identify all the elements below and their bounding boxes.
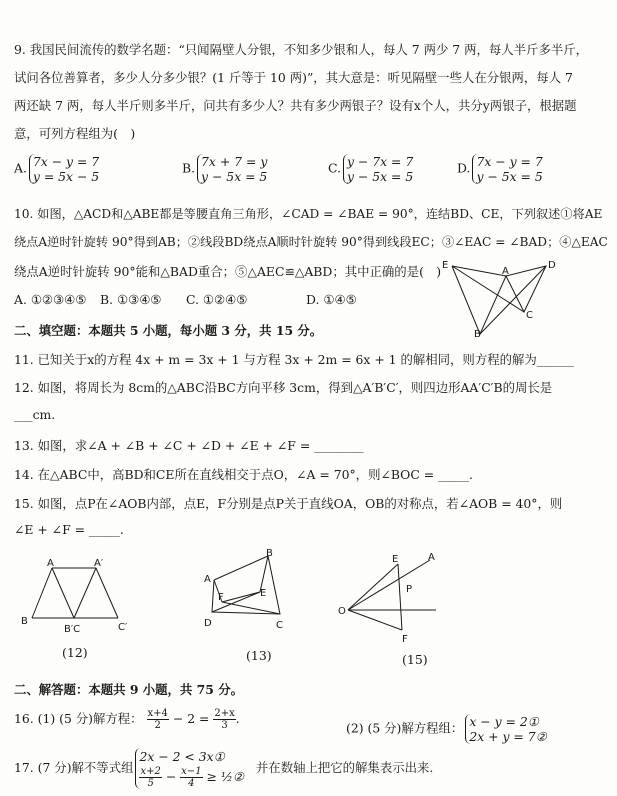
q10-label-e: E <box>442 260 449 271</box>
fig13-label-f: F <box>218 592 224 603</box>
q9-line3: 两还缺 7 两，每人半斤则多半斤，问共有多少人？共有多少两银子？设有x个人，共分y两银子，根据题 <box>14 98 577 113</box>
fig15-label-f: F <box>402 634 408 645</box>
q10-line3: 绕点A逆时针旋转 90°能和△BAD重合；⑤△AEC≌△ABD；其中正确的是( ) <box>14 264 442 279</box>
q10-option-a: A. ①②③④⑤ <box>14 292 87 307</box>
q9-line2: 试问各位善算者，多少人分多少银？(1 斤等于 10 两)”，其大意是：听见隔壁一些人在分银两，每人 7 <box>14 70 573 85</box>
q9-option-d: D. 7x − y = 7 y − 5x = 5 <box>457 154 543 184</box>
q9-option-b: B. 7x + 7 = y y − 5x = 5 <box>182 154 268 184</box>
q16-part2: (2) (5 分)解方程组： x − y = 2① 2x + y = 7② <box>346 714 547 744</box>
q15-line1: 15. 如图，点P在∠AOB内部，点E，F分别是点P关于直线OA，OB的对称点，若∠AOB = 40°，则 <box>14 496 563 511</box>
q10-line2: 绕点A逆时针旋转 90°得到AB；②线段BD绕点A顺时针旋转 90°得到线段EC；③∠EAC = ∠BAD；④△EAC <box>14 235 608 249</box>
fig13-label-e: E <box>260 588 267 599</box>
fig15-diagram <box>334 546 444 646</box>
q9-option-a: A. 7x − y = 7 y = 5x − 5 <box>14 154 100 184</box>
fig12-label-bc: B′C <box>64 624 81 635</box>
q9-line1: 9. 我国民间流传的数学名题：“只闻隔壁人分银，不知多少银和人，每人 7 两少 7 两，每人半斤多半斤， <box>14 42 589 57</box>
q13-text: 13. 如图，求∠A + ∠B + ∠C + ∠D + ∠E + ∠F = ________ <box>14 438 364 453</box>
q17: 17. (7 分)解不等式组 2x − 2 < 3x① $\frac{x+2}{5}$ − $\frac{x-1}{4}$ ≥ ½② 并在数轴上把它的解集表示出来. <box>14 749 434 789</box>
q10-option-d: D. ①④⑤ <box>306 292 357 307</box>
fig12-label-c-prime: C′ <box>118 622 128 633</box>
q10-option-b: B. ①③④⑤ <box>100 292 162 307</box>
fig15-label-e: E <box>392 554 399 565</box>
fig12-label-b: B <box>21 616 28 627</box>
q9-line4: 意，可列方程组为( ) <box>14 126 136 141</box>
q10-line1: 10. 如图，△ACD和△ABE都是等腰直角三角形，∠CAD = ∠BAE = 90°，连结BD、CE，下列叙述①将AE <box>14 207 603 221</box>
fig12-caption: (12) <box>62 645 88 660</box>
fig13-label-d: D <box>204 618 212 629</box>
q10-label-c: C <box>526 310 533 321</box>
fig12-diagram <box>18 556 138 638</box>
q14-text: 14. 在△ABC中，高BD和CE所在直线相交于点O，∠A = 70°，则∠BOC = _____. <box>14 467 473 482</box>
fig13-label-c: C <box>276 620 283 631</box>
q12-line1: 12. 如图，将周长为 8cm的△ABC沿BC方向平移 3cm，得到△A′B′C′，则四边形AA′C′B的周长是 <box>14 380 553 395</box>
fig15-label-o: O <box>338 606 346 617</box>
fig13-caption: (13) <box>246 648 272 663</box>
fig15-label-a: A <box>428 552 435 563</box>
q10-option-c: C. ①②④⑤ <box>186 292 248 307</box>
fig15-label-p: P <box>406 584 413 595</box>
section-fill-blank-title: 二、填空题：本题共 5 小题，每小题 3 分，共 15 分。 <box>14 323 323 338</box>
q15-line2: ∠E + ∠F = _____. <box>14 522 124 537</box>
fig12-label-a: A <box>47 558 54 569</box>
q9-option-c: C. y − 7x = 7 y − 5x = 5 <box>328 154 414 184</box>
q10-label-d: D <box>548 260 556 271</box>
section-answer-title: 二、解答题：本题共 9 小题，共 75 分。 <box>14 682 243 697</box>
q11-text: 11. 已知关于x的方程 4x + m = 3x + 1 与方程 3x + 2m = 6x + 1 的解相同，则方程的解为______ <box>14 352 574 367</box>
q16-part1: 16. (1) (5 分)解方程： $\frac{x+4}{2}$ − 2 = $\frac{2+x}{3}$ . <box>14 708 240 731</box>
fig13-label-b: B <box>266 548 273 559</box>
fig13-diagram <box>200 546 310 640</box>
q12-line2: ___cm. <box>14 407 56 422</box>
q10-label-b: B <box>474 329 481 338</box>
q10-label-a: A <box>502 266 509 277</box>
fig12-label-a-prime: A′ <box>94 558 104 569</box>
fig15-caption: (15) <box>402 652 428 667</box>
q10-figure <box>438 256 558 338</box>
fig13-label-a: A <box>204 574 211 585</box>
